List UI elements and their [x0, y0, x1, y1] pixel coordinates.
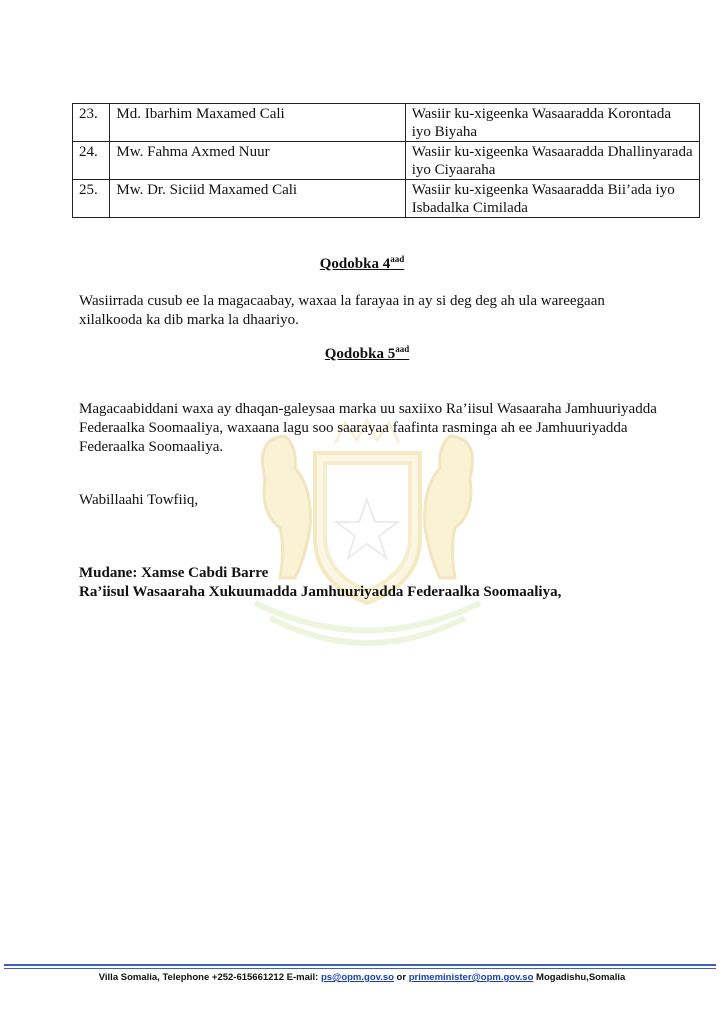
- footer-contact: [0, 972, 724, 983]
- signatory-name: Mudane: Xamse Cabdi Barre: [79, 565, 269, 581]
- email-link-primeminister[interactable]: primeminister@opm.gov.so: [408, 972, 534, 983]
- table-row: [73, 142, 700, 180]
- closing-salutation: Wabillaahi Towfiiq,: [79, 492, 199, 508]
- table-row: [73, 180, 700, 218]
- article-5-heading-text: Qodobka 5: [324, 346, 396, 362]
- article-5-suffix: aad: [395, 344, 410, 354]
- footer-rule: [4, 964, 716, 966]
- row-number: 24.: [73, 142, 110, 180]
- footer-prefix: Villa Somalia, Telephone +252-615661212 E-mail:: [98, 972, 321, 983]
- minister-name: Mw. Fahma Axmed Nuur: [110, 142, 405, 180]
- footer-or: or: [393, 972, 409, 983]
- footer-suffix: Mogadishu,Somalia: [533, 972, 626, 983]
- row-number: 23.: [73, 104, 110, 142]
- article-5-heading: [10, 346, 724, 363]
- minister-role: Wasiir ku-xigeenka Wasaaradda Dhallinyarada iyo Ciyaaraha: [405, 142, 699, 180]
- minister-name: Mw. Dr. Siciid Maxamed Cali: [110, 180, 405, 218]
- article-4-text: Wasiirrada cusub ee la magacaabay, waxaa la farayaa in ay si deg deg ah ula wareegaan xilalkooda ka dib marka la dhaariyo.: [79, 293, 605, 328]
- article-4-heading: [0, 256, 724, 273]
- ministers-table: [72, 103, 700, 218]
- table-row: [73, 104, 700, 142]
- footer-rule-thin: [4, 968, 716, 969]
- minister-role: Wasiir ku-xigeenka Wasaaradda Bii’ada iyo Isbadalka Cimilada: [405, 180, 699, 218]
- article-5-text: Magacaabiddani waxa ay dhaqan-galeysaa marka uu saxiixo Ra’iisul Wasaaraha Jamhuuriyadda Federaalka Soomaaliya, waxaana lagu soo saarayaa faafinta rasminga ah ee Jamhuuriyadda Federaalka Soomaaliya.: [79, 401, 657, 455]
- signatory-title: Ra’iisul Wasaaraha Xukuumadda Jamhuuriyadda Federaalka Soomaaliya,: [79, 584, 562, 600]
- row-number: 25.: [73, 180, 110, 218]
- minister-name: Md. Ibarhim Maxamed Cali: [110, 104, 405, 142]
- article-4-heading-text: Qodobka 4: [319, 256, 391, 272]
- article-4-suffix: aad: [390, 254, 405, 264]
- minister-role: Wasiir ku-xigeenka Wasaaradda Korontada iyo Biyaha: [405, 104, 699, 142]
- email-link-ps[interactable]: ps@opm.gov.so: [320, 972, 394, 983]
